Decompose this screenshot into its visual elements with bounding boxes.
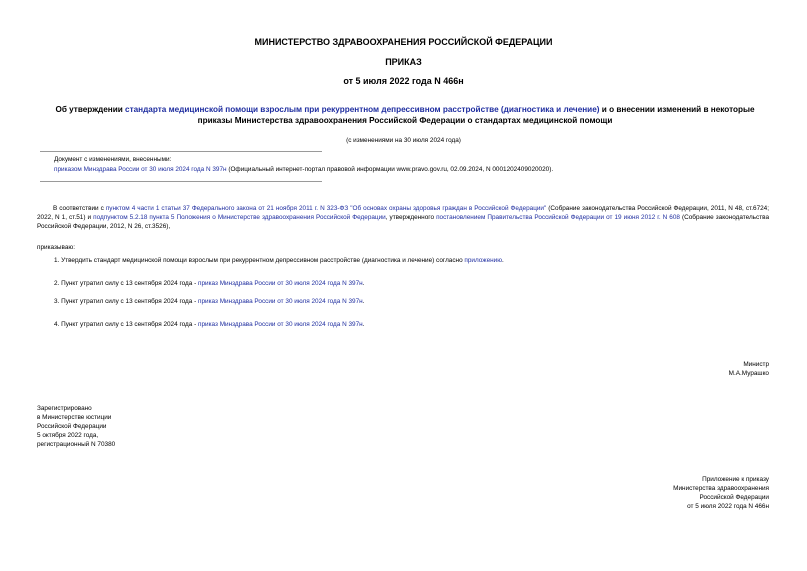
appendix-line: Министерства здравоохранения [673,485,769,492]
repeal-order-link[interactable]: приказ Минздрава России от 30 июля 2024 года N 397н [198,321,363,328]
preamble-text-2: (Собрание законодательства Российской Федерации, 2011, N 48, ст.6724; 2022, N 1, ст.51) и [37,205,770,221]
repeal-order-link[interactable]: приказ Минздрава России от 30 июля 2024 года N 397н [198,298,363,305]
title-standard-link[interactable]: стандарта медицинской помощи взрослым при рекуррентном депрессивном расстройстве (диагностика и лечение) [125,105,600,114]
item-text: 4. Пункт утратил силу с 13 сентября 2024 года - [54,321,199,328]
revision-note: (с изменениями на 30 июля 2024 года) [346,137,461,144]
document-date-number: от 5 июля 2022 года N 466н [343,76,464,86]
registration-line: в Министерстве юстиции [37,414,112,421]
order-item-2 [54,279,774,288]
changes-heading: Документ с изменениями, внесенными: [54,156,172,163]
signature-name: М.А.Мурашко [728,370,769,377]
changes-bottom-divider [40,181,322,182]
preamble-text-4: (Собрание законодательства Российской Федерации, 2012, N 26, ст.3526), [37,214,770,230]
appendix-line: Приложение к приказу [702,476,769,483]
registration-line: регистрационный N 70380 [37,441,116,448]
preamble-text-1: В соответствии с [53,205,106,212]
regulation-link[interactable]: подпунктом 5.2.18 пункта 5 Положения о Министерстве здравоохранения Российской Федерации [93,214,386,221]
changes-order-link[interactable]: приказом Минздрава России от 30 июля 2024 года N 397н [54,166,227,173]
item-tail: . [362,280,365,287]
appendix-link[interactable]: приложению [464,257,503,264]
item-tail: . [502,257,504,264]
appendix-line: от 5 июля 2022 года N 466н [687,503,769,510]
preamble-text-3: , утвержденного [385,214,437,221]
item-text: 1. Утвердить стандарт медицинской помощи взрослым при рекуррентном депрессивном расстройстве (диагностика и лечение) согласно [54,257,465,264]
changes-top-divider [40,151,322,152]
appendix-line: Российской Федерации [699,494,769,501]
order-item-4 [54,320,774,329]
item-tail: . [362,298,365,305]
title-suffix: и о внесении изменений в некоторые приказы Министерства здравоохранения Российской Федерации о стандартах медицинской помощи [197,105,755,125]
registration-line: Зарегистрировано [37,405,92,412]
item-tail: . [362,321,365,328]
signature-position: Министр [743,361,769,368]
repeal-order-link[interactable]: приказ Минздрава России от 30 июля 2024 года N 397н [198,280,363,287]
preamble-paragraph [37,204,769,231]
order-word: приказываю: [37,244,75,251]
document-type: ПРИКАЗ [385,57,422,67]
order-item-3 [54,297,774,306]
item-text: 3. Пункт утратил силу с 13 сентября 2024 года - [54,298,199,305]
government-decree-link[interactable]: постановлением Правительства Российской Федерации от 19 июня 2012 г. N 608 [436,214,680,221]
changes-details [54,165,774,174]
registration-block [37,404,237,449]
item-text: 2. Пункт утратил силу с 13 сентября 2024 года - [54,280,199,287]
changes-source: (Официальный интернет-портал правовой информации www.pravo.gov.ru, 02.09.2024, N 0001202409020020). [226,166,554,173]
title-prefix: Об утверждении [55,105,126,114]
document-title [50,104,760,126]
appendix-block [519,475,769,511]
federal-law-link[interactable]: пунктом 4 части 1 статьи 37 Федерального закона от 21 ноября 2011 г. N 323-ФЗ "Об основах охраны здоровья граждан в Российской Федерации" [105,205,547,212]
registration-line: Российской Федерации [37,423,107,430]
order-item-1 [54,256,774,265]
registration-line: 5 октября 2022 года, [37,432,99,439]
ministry-heading: МИНИСТЕРСТВО ЗДРАВООХРАНЕНИЯ РОССИЙСКОЙ ФЕДЕРАЦИИ [254,37,553,47]
